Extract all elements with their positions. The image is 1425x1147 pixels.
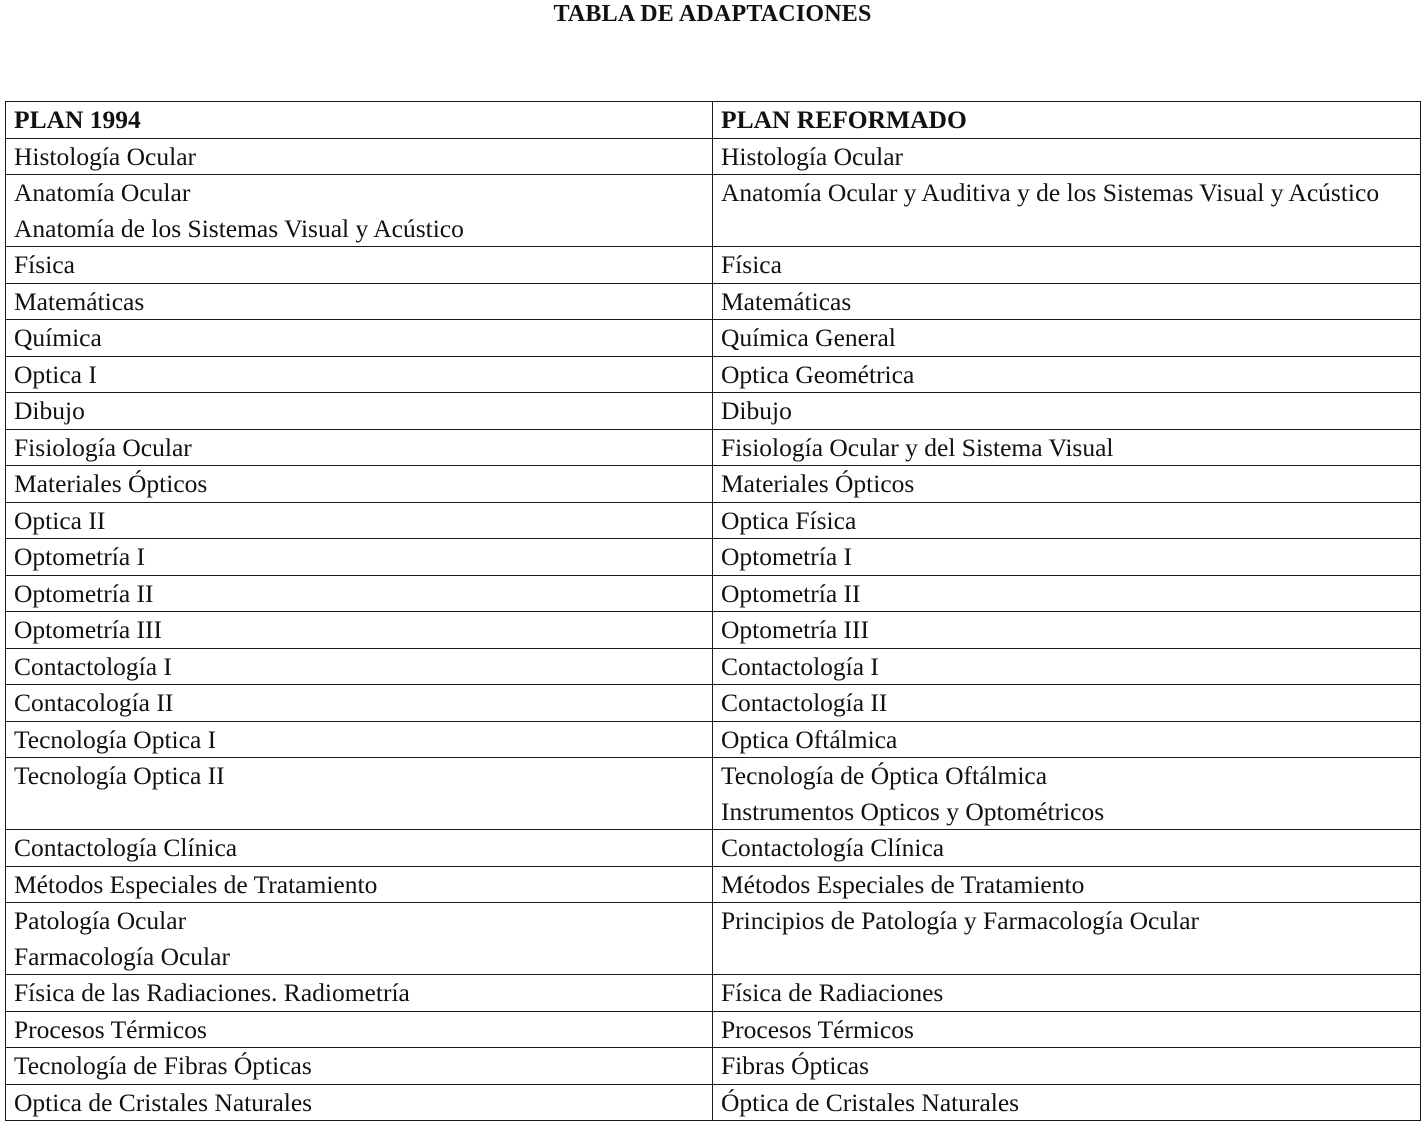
column-header-plan-reformado: PLAN REFORMADO: [713, 102, 1421, 139]
plan-1994-subject: Optometría III: [14, 615, 162, 644]
plan-1994-cell: [6, 1048, 713, 1085]
plan-1994-subject: Contactología I: [14, 651, 172, 681]
plan-reformado-subject: Tecnología de Óptica Oftálmica: [721, 761, 1048, 790]
plan-reformado-cell: [713, 612, 1421, 649]
plan-1994-subject: Física de las Radiaciones. Radiometría: [14, 978, 410, 1007]
plan-1994-subject: Anatomía Ocular: [14, 178, 191, 207]
plan-1994-subject: Química: [14, 323, 102, 352]
plan-1994-subject: Optica de Cristales Naturales: [14, 1087, 313, 1117]
plan-1994-subject: Histología Ocular: [14, 141, 196, 171]
plan-reformado-subject: Física de Radiaciones: [721, 978, 944, 1007]
plan-1994-subject: Tecnología Optica II: [14, 761, 225, 790]
plan-reformado-cell: [713, 903, 1421, 975]
plan-1994-subject: Optometría I: [14, 542, 145, 571]
table-row: [6, 1011, 1421, 1048]
plan-1994-subject: Procesos Térmicos: [14, 1014, 207, 1044]
plan-reformado-subject: Física: [721, 250, 782, 279]
plan-1994-cell: [6, 758, 713, 830]
plan-1994-cell: [6, 356, 713, 393]
table-row: [6, 502, 1421, 539]
plan-reformado-subject: Optometría I: [721, 542, 852, 571]
plan-1994-cell: [6, 866, 713, 903]
plan-1994-cell: [6, 393, 713, 430]
plan-reformado-cell: [713, 429, 1421, 466]
adaptation-table: [5, 101, 1421, 1121]
plan-1994-subject: Tecnología Optica I: [14, 724, 217, 754]
plan-reformado-subject: Contactología II: [721, 688, 888, 717]
plan-1994-subject: Optica I: [14, 359, 97, 389]
table-row: [6, 138, 1421, 175]
plan-reformado-subject: Dibujo: [721, 396, 792, 425]
plan-1994-cell: [6, 502, 713, 539]
plan-reformado-subject: Contactología Clínica: [721, 833, 945, 862]
plan-1994-cell: [6, 247, 713, 284]
plan-1994-subject: Dibujo: [14, 396, 85, 425]
table-row: [6, 685, 1421, 722]
table-row: [6, 356, 1421, 393]
plan-reformado-cell: [713, 247, 1421, 284]
plan-1994-cell: [6, 575, 713, 612]
plan-1994-cell: [6, 539, 713, 576]
plan-reformado-cell: [713, 648, 1421, 685]
plan-1994-cell: [6, 1011, 713, 1048]
table-row: [6, 320, 1421, 357]
plan-1994-subject: Métodos Especiales de Tratamiento: [14, 869, 378, 899]
plan-reformado-subject: Fisiología Ocular y del Sistema Visual: [721, 432, 1114, 462]
table-row: [6, 175, 1421, 247]
table-row: [6, 466, 1421, 503]
table-row: [6, 612, 1421, 649]
plan-1994-cell: [6, 466, 713, 503]
table-row: [6, 283, 1421, 320]
table-header-row: [6, 102, 1421, 139]
plan-reformado-cell: [713, 283, 1421, 320]
plan-1994-subject: Física: [14, 250, 75, 279]
plan-1994-cell: [6, 903, 713, 975]
plan-1994-subject: Contactología Clínica: [14, 833, 238, 862]
table-row: [6, 539, 1421, 576]
plan-reformado-cell: [713, 1048, 1421, 1085]
plan-reformado-subject: Contactología I: [721, 651, 879, 681]
table-row: [6, 1084, 1421, 1121]
plan-1994-cell: [6, 975, 713, 1012]
table-row: [6, 830, 1421, 867]
plan-reformado-cell: [713, 539, 1421, 576]
plan-reformado-cell: [713, 830, 1421, 867]
plan-1994-subject: Matemáticas: [14, 286, 145, 316]
plan-reformado-cell: [713, 685, 1421, 722]
plan-reformado-subject: Fibras Ópticas: [721, 1051, 870, 1080]
plan-reformado-subject: Principios de Patología y Farmacología Ocular: [721, 906, 1200, 935]
plan-reformado-cell: [713, 138, 1421, 175]
plan-reformado-subject: Optometría III: [721, 615, 869, 644]
table-row: [6, 648, 1421, 685]
plan-reformado-cell: [713, 175, 1421, 247]
plan-reformado-subject: Anatomía Ocular y Auditiva y de los Sistemas Visual y Acústico: [721, 178, 1380, 207]
plan-reformado-subject: Matemáticas: [721, 286, 852, 316]
plan-reformado-cell: [713, 1011, 1421, 1048]
plan-reformado-cell: [713, 320, 1421, 357]
plan-1994-subject: Fisiología Ocular: [14, 432, 192, 462]
table-row: [6, 903, 1421, 975]
table-row: [6, 866, 1421, 903]
plan-1994-cell: [6, 138, 713, 175]
column-header-plan-1994: PLAN 1994: [6, 102, 713, 139]
plan-reformado-subject: Química General: [721, 323, 896, 352]
plan-1994-subject: Anatomía de los Sistemas Visual y Acústico: [14, 213, 464, 243]
plan-1994-subject: Patología Ocular: [14, 906, 187, 935]
plan-reformado-cell: [713, 356, 1421, 393]
plan-reformado-subject: Procesos Térmicos: [721, 1014, 914, 1044]
plan-1994-subject: Optica II: [14, 505, 106, 535]
plan-1994-cell: [6, 1084, 713, 1121]
plan-1994-subject: Farmacología Ocular: [14, 941, 230, 971]
plan-1994-cell: [6, 721, 713, 758]
plan-1994-cell: [6, 429, 713, 466]
plan-1994-cell: [6, 830, 713, 867]
plan-1994-subject: Optometría II: [14, 578, 154, 608]
plan-reformado-subject: Optica Geométrica: [721, 359, 915, 389]
plan-1994-subject: Contacología II: [14, 688, 174, 717]
plan-reformado-subject: Métodos Especiales de Tratamiento: [721, 869, 1085, 899]
plan-reformado-cell: [713, 721, 1421, 758]
table-row: [6, 758, 1421, 830]
plan-reformado-cell: [713, 575, 1421, 612]
table-row: [6, 247, 1421, 284]
page-title: TABLA DE ADAPTACIONES: [553, 1, 872, 27]
plan-reformado-subject: Materiales Ópticos: [721, 469, 915, 498]
plan-1994-cell: [6, 320, 713, 357]
plan-1994-cell: [6, 612, 713, 649]
table-row: [6, 721, 1421, 758]
plan-1994-cell: [6, 648, 713, 685]
plan-reformado-cell: [713, 1084, 1421, 1121]
plan-reformado-cell: [713, 758, 1421, 830]
plan-1994-cell: [6, 175, 713, 247]
plan-reformado-cell: [713, 466, 1421, 503]
plan-reformado-cell: [713, 393, 1421, 430]
plan-reformado-cell: [713, 502, 1421, 539]
plan-reformado-subject: Optometría II: [721, 578, 861, 608]
plan-reformado-subject: Instrumentos Opticos y Optométricos: [721, 796, 1105, 826]
plan-1994-subject: Tecnología de Fibras Ópticas: [14, 1051, 312, 1080]
plan-1994-cell: [6, 283, 713, 320]
table-row: [6, 975, 1421, 1012]
table-row: [6, 575, 1421, 612]
plan-reformado-subject: Óptica de Cristales Naturales: [721, 1087, 1020, 1117]
table-row: [6, 393, 1421, 430]
plan-1994-subject: Materiales Ópticos: [14, 469, 208, 498]
table-body: [6, 138, 1421, 1121]
plan-reformado-subject: Histología Ocular: [721, 141, 903, 171]
table-row: [6, 429, 1421, 466]
plan-reformado-cell: [713, 975, 1421, 1012]
plan-1994-cell: [6, 685, 713, 722]
table-row: [6, 1048, 1421, 1085]
plan-reformado-subject: Optica Oftálmica: [721, 724, 898, 754]
plan-reformado-cell: [713, 866, 1421, 903]
plan-reformado-subject: Optica Física: [721, 505, 857, 535]
